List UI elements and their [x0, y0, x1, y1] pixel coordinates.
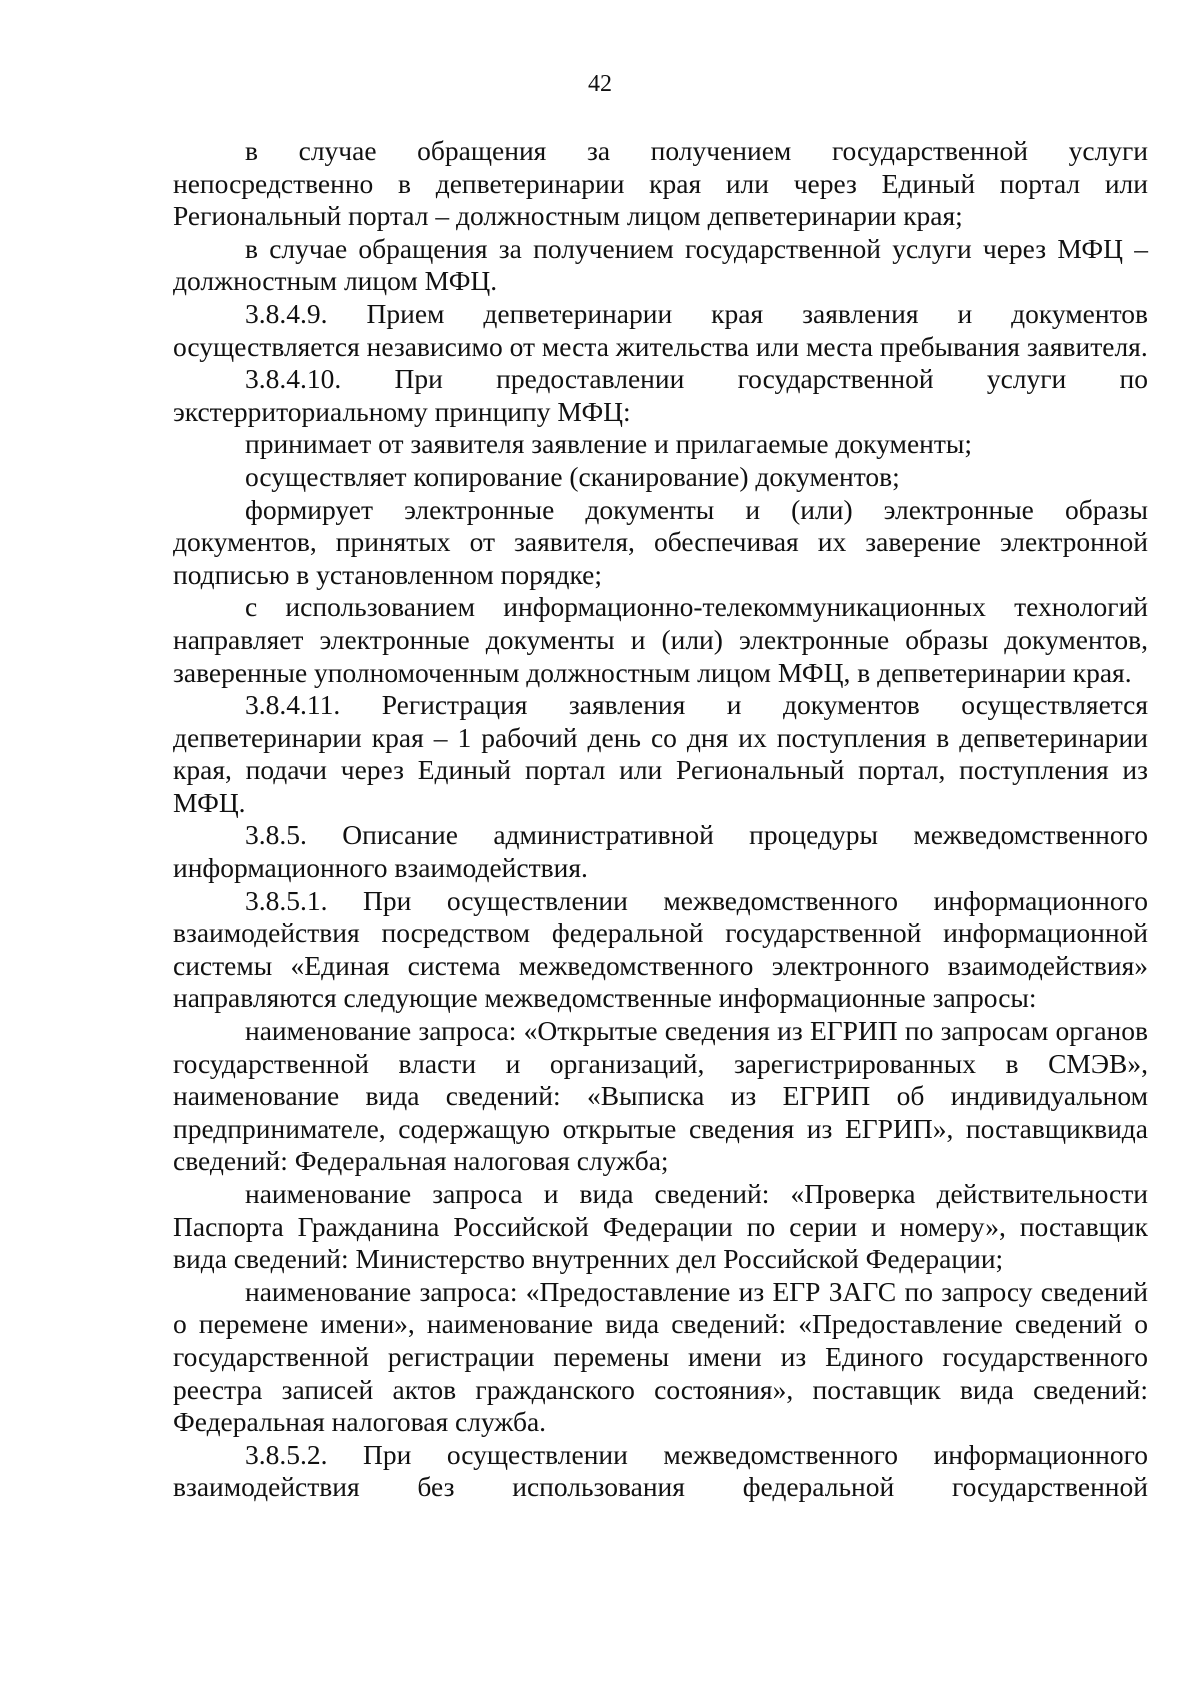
paragraph-3: 3.8.4.9. Прием депветеринарии края заявления и документов осуществляется независимо от места жительства или места пребывания заявителя.: [173, 297, 1148, 362]
document-body: [173, 135, 1148, 1504]
paragraph-7: формирует электронные документы и (или) электронные образы документов, принятых от заявителя, обеспечивая их заверение электронной подписью в установленном порядке;: [173, 493, 1148, 590]
paragraph-8: с использованием информационно-телекоммуникационных технологий направляет электронные документы и (или) электронные образы документов, заверенные уполномоченным должностным лицом МФЦ, в депветеринарии края.: [173, 591, 1148, 688]
paragraph-2: в случае обращения за получением государственной услуги через МФЦ – должностным лицом МФЦ.: [173, 232, 1148, 297]
paragraph-4: 3.8.4.10. При предоставлении государственной услуги по экстерриториальному принципу МФЦ:: [173, 363, 1148, 427]
paragraph-14: наименование запроса: «Предоставление из ЕГР ЗАГС по запросу сведений о перемене имени», наименование вида сведений: «Предоставление сведений о государственной регистрации перемены имени из Единого государственного реестра записей актов гражданского состояния», поставщик вида сведений: Федеральная налоговая служба.: [173, 1275, 1148, 1438]
paragraph-15: 3.8.5.2. При осуществлении межведомственного информационного взаимодействия без использования федеральной государственной: [173, 1438, 1148, 1503]
paragraph-13: наименование запроса и вида сведений: «Проверка действительности Паспорта Гражданина Российской Федерации по серии и номеру», поставщик вида сведений: Министерство внутренних дел Российской Федерации;: [173, 1178, 1148, 1275]
paragraph-5: принимает от заявителя заявление и прилагаемые документы;: [245, 428, 973, 460]
paragraph-10: 3.8.5. Описание административной процедуры межведомственного информационного взаимодействия.: [173, 819, 1148, 884]
paragraph-9: 3.8.4.11. Регистрация заявления и документов осуществляется депветеринарии края – 1 рабочий день со дня их поступления в депветеринарии края, подачи через Единый портал или Региональный портал, поступления из МФЦ.: [173, 689, 1148, 818]
paragraph-1: в случае обращения за получением государственной услуги непосредственно в депветеринарии края или через Единый портал или Региональный портал – должностным лицом депветеринарии края;: [173, 135, 1148, 232]
paragraph-6: осуществляет копирование (сканирование) документов;: [245, 460, 900, 492]
paragraph-12: наименование запроса: «Открытые сведения из ЕГРИП по запросам органов государственной власти и организаций, зарегистрированных в СМЭВ», наименование вида сведений: «Выписка из ЕГРИП об индивидуальном предпринимателе, содержащую открытые сведения из ЕГРИП», поставщиквида сведений: Федеральная налоговая служба;: [173, 1015, 1148, 1177]
page-number: 42: [588, 71, 612, 97]
paragraph-11: 3.8.5.1. При осуществлении межведомственного информационного взаимодействия посредством федеральной государственной информационной системы «Единая система межведомственного электронного взаимодействия» направляются следующие межведомственные информационные запросы:: [173, 884, 1148, 1014]
